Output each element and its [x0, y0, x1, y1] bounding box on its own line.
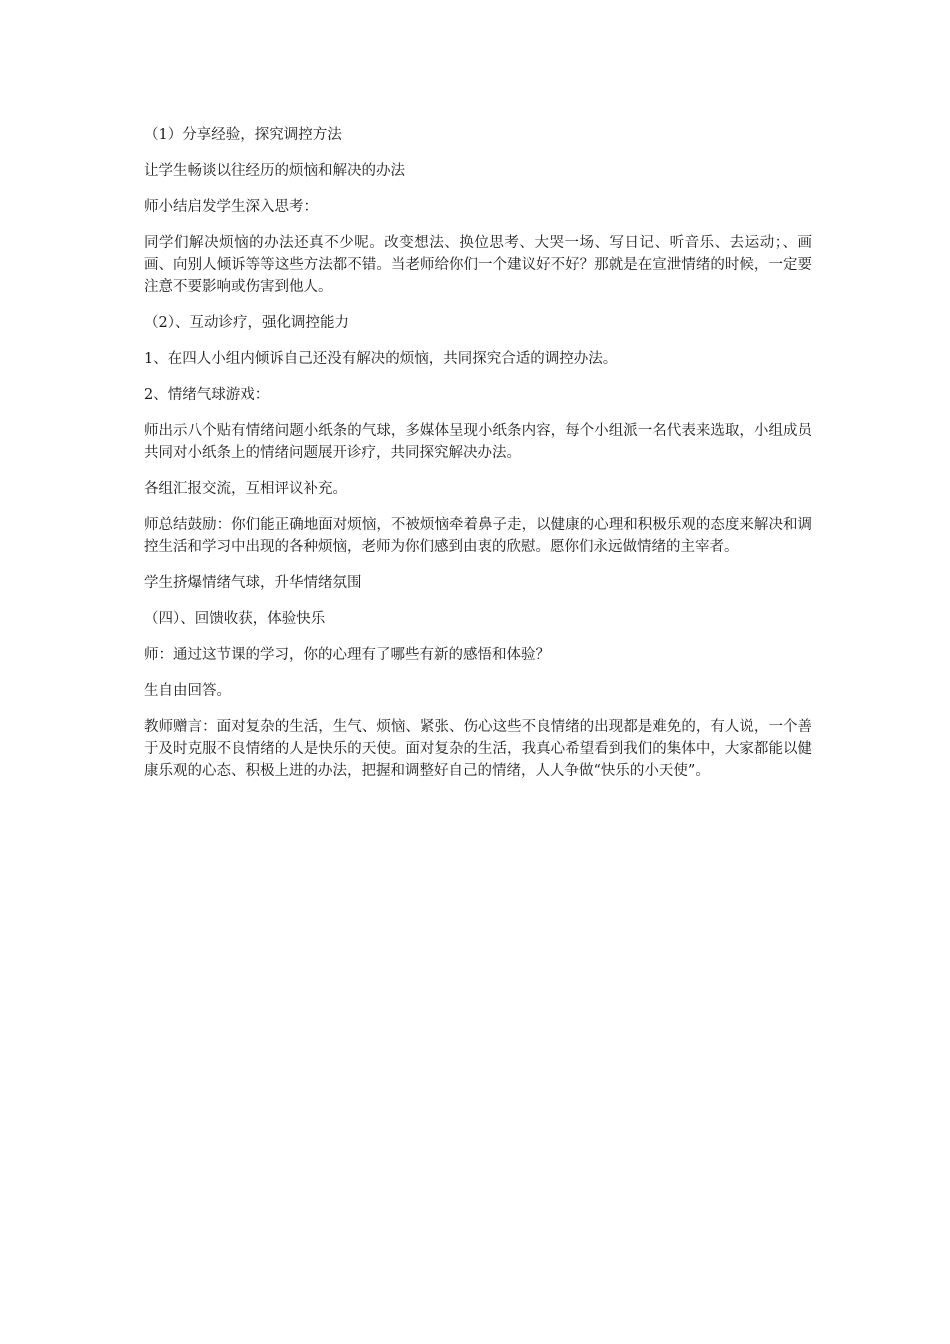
- paragraph: 生自由回答。: [144, 683, 231, 699]
- paragraph: 师总结鼓励：你们能正确地面对烦恼，不被烦恼牵着鼻子走，以健康的心理和积极乐观的态度来解决和调控生活和学习中出现的各种烦恼，老师为你们感到由衷的欣慰。愿你们永远做情绪的主宰者。: [144, 517, 812, 555]
- section-heading-feedback: （四）、回馈收获，体验快乐: [144, 611, 326, 627]
- paragraph: 师出示八个贴有情绪问题小纸条的气球，多媒体呈现小纸条内容，每个小组派一名代表来选取，小组成员共同对小纸条上的情绪问题展开诊疗，共同探究解决办法。: [144, 423, 812, 461]
- list-item: 2、情绪气球游戏：: [144, 387, 270, 403]
- paragraph: 师：通过这节课的学习，你的心理有了哪些有新的感悟和体验？: [144, 647, 550, 663]
- document-body: [144, 124, 812, 796]
- paragraph: 同学们解决烦恼的办法还真不少呢。改变想法、换位思考、大哭一场、写日记、听音乐、去运动；、画画、向别人倾诉等等这些方法都不错。当老师给你们一个建议好不好？那就是在宣泄情绪的时候，一定要注意不要影响或伤害到他人。: [144, 235, 812, 295]
- paragraph: 各组汇报交流，互相评议补充。: [144, 481, 347, 497]
- paragraph: 教师赠言：面对复杂的生活，生气、烦恼、紧张、伤心这些不良情绪的出现都是难免的，有人说，一个善于及时克服不良情绪的人是快乐的天使。面对复杂的生活，我真心希望看到我们的集体中，大家都能以健康乐观的心态、积极上进的办法，把握和调整好自己的情绪，人人争做“快乐的小天使”。: [144, 719, 812, 779]
- section-heading-interactive: （2）、互动诊疗，强化调控能力: [144, 315, 349, 331]
- paragraph: 让学生畅谈以往经历的烦恼和解决的办法: [144, 163, 405, 179]
- list-item: 1、在四人小组内倾诉自己还没有解决的烦恼，共同探究合适的调控办法。: [144, 351, 618, 367]
- paragraph: 师小结启发学生深入思考：: [144, 199, 318, 215]
- paragraph: 学生挤爆情绪气球，升华情绪氛围: [144, 575, 362, 591]
- section-heading-share-experience: （1）分享经验，探究调控方法: [144, 127, 342, 143]
